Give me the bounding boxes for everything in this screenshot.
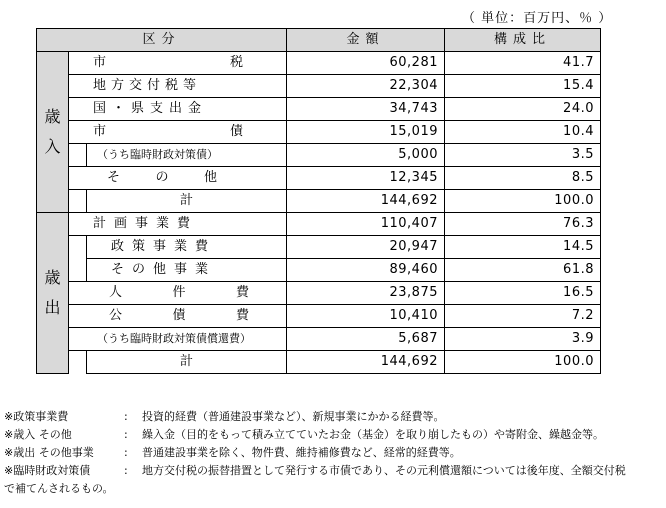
rev-name-0: 市 税	[93, 55, 243, 70]
row-label: その他事業	[87, 259, 287, 282]
rev-name-3: 市 債	[93, 124, 243, 139]
table-row	[37, 282, 601, 305]
exp-name-3: 人 件 費	[109, 285, 249, 300]
table-row	[37, 52, 601, 75]
row-label	[69, 121, 287, 144]
ratio-cell: 14.5	[445, 236, 601, 259]
ratio-cell: 10.4	[445, 121, 601, 144]
amount-cell: 15,019	[287, 121, 445, 144]
footnote-term: ※歳出 その他事業	[4, 446, 94, 459]
header-category: 区分	[37, 29, 287, 52]
ratio-cell: 15.4	[445, 75, 601, 98]
row-label: （うち臨時財政対策債償還費）	[69, 328, 287, 351]
footnote-continuation: で補てんされるもの。	[4, 482, 114, 495]
ratio-cell: 100.0	[445, 351, 601, 374]
ratio-cell: 3.9	[445, 328, 601, 351]
amount-cell: 12,345	[287, 167, 445, 190]
row-label	[69, 52, 287, 75]
table-row	[37, 305, 601, 328]
footnote-term: ※臨時財政対策債	[4, 464, 91, 477]
table-row	[37, 190, 601, 213]
ratio-cell: 16.5	[445, 282, 601, 305]
amount-cell: 5,687	[287, 328, 445, 351]
unit-label: （ 単位：百万円、％ ）	[462, 11, 613, 26]
row-label	[69, 282, 287, 305]
table-row	[37, 259, 601, 282]
row-label: 地方交付税等	[69, 75, 287, 98]
ratio-cell: 76.3	[445, 213, 601, 236]
amount-cell: 60,281	[287, 52, 445, 75]
footnote-desc: 繰入金（目的をもって積み立てていたお金（基金）を取り崩したもの）や寄附金、繰越金等。	[142, 428, 604, 441]
header-amount: 金額	[287, 29, 445, 52]
amount-cell: 144,692	[287, 190, 445, 213]
ratio-cell: 100.0	[445, 190, 601, 213]
header-ratio: 構成比	[445, 29, 601, 52]
total-label: 計	[87, 190, 287, 213]
budget-table	[36, 28, 601, 374]
table-row	[37, 351, 601, 374]
ratio-cell: 8.5	[445, 167, 601, 190]
amount-cell: 22,304	[287, 75, 445, 98]
amount-cell: 89,460	[287, 259, 445, 282]
ratio-cell: 3.5	[445, 144, 601, 167]
footnote-colon: :	[124, 410, 128, 423]
table-row	[37, 75, 601, 98]
exp-name-4: 公 債 費	[109, 308, 249, 323]
amount-cell: 110,407	[287, 213, 445, 236]
footnote	[4, 444, 664, 462]
ratio-cell: 24.0	[445, 98, 601, 121]
footnote	[4, 426, 664, 444]
total-label: 計	[87, 351, 287, 374]
table-header-row	[37, 29, 601, 52]
footnote-colon: :	[124, 464, 128, 477]
footnote-colon: :	[124, 446, 128, 459]
row-label: 計画事業費	[69, 213, 287, 236]
amount-cell: 5,000	[287, 144, 445, 167]
footnote	[4, 462, 664, 480]
amount-cell: 144,692	[287, 351, 445, 374]
rev-name-5: そ の 他	[107, 170, 217, 185]
table-row	[37, 144, 601, 167]
footnote-term: ※歳入 その他	[4, 428, 72, 441]
indent-cell	[69, 190, 87, 213]
table-row	[37, 328, 601, 351]
table-row	[37, 167, 601, 190]
table-row	[37, 121, 601, 144]
table-row	[37, 98, 601, 121]
indent-cell	[69, 236, 87, 259]
footnote	[4, 408, 664, 426]
table-row	[37, 236, 601, 259]
indent-cell	[69, 259, 87, 282]
ratio-cell: 7.2	[445, 305, 601, 328]
amount-cell: 10,410	[287, 305, 445, 328]
row-label: （うち臨時財政対策債）	[87, 144, 287, 167]
row-label: 政策事業費	[87, 236, 287, 259]
amount-cell: 20,947	[287, 236, 445, 259]
footnote-term: ※政策事業費	[4, 410, 69, 423]
footnote-desc: 地方交付税の振替措置として発行する市債であり、その元利償還額については後年度、全額交付税	[142, 464, 626, 477]
row-label: 国・県支出金	[69, 98, 287, 121]
ratio-cell: 61.8	[445, 259, 601, 282]
amount-cell: 34,743	[287, 98, 445, 121]
row-label	[69, 305, 287, 328]
table-row	[37, 213, 601, 236]
footnote-desc: 普通建設事業を除く、物件費、維持補修費など、経常的経費等。	[142, 446, 461, 459]
amount-cell: 23,875	[287, 282, 445, 305]
indent-cell	[69, 144, 87, 167]
expenditure-side-label: 歳 出	[37, 213, 69, 374]
indent-cell	[69, 351, 87, 374]
footnote-desc: 投資的経費（普通建設事業など）、新規事業にかかる経費等。	[142, 410, 445, 423]
footnote-colon: :	[124, 428, 128, 441]
row-label	[69, 167, 287, 190]
footnotes	[4, 408, 664, 498]
ratio-cell: 41.7	[445, 52, 601, 75]
revenue-side-label: 歳 入	[37, 52, 69, 213]
